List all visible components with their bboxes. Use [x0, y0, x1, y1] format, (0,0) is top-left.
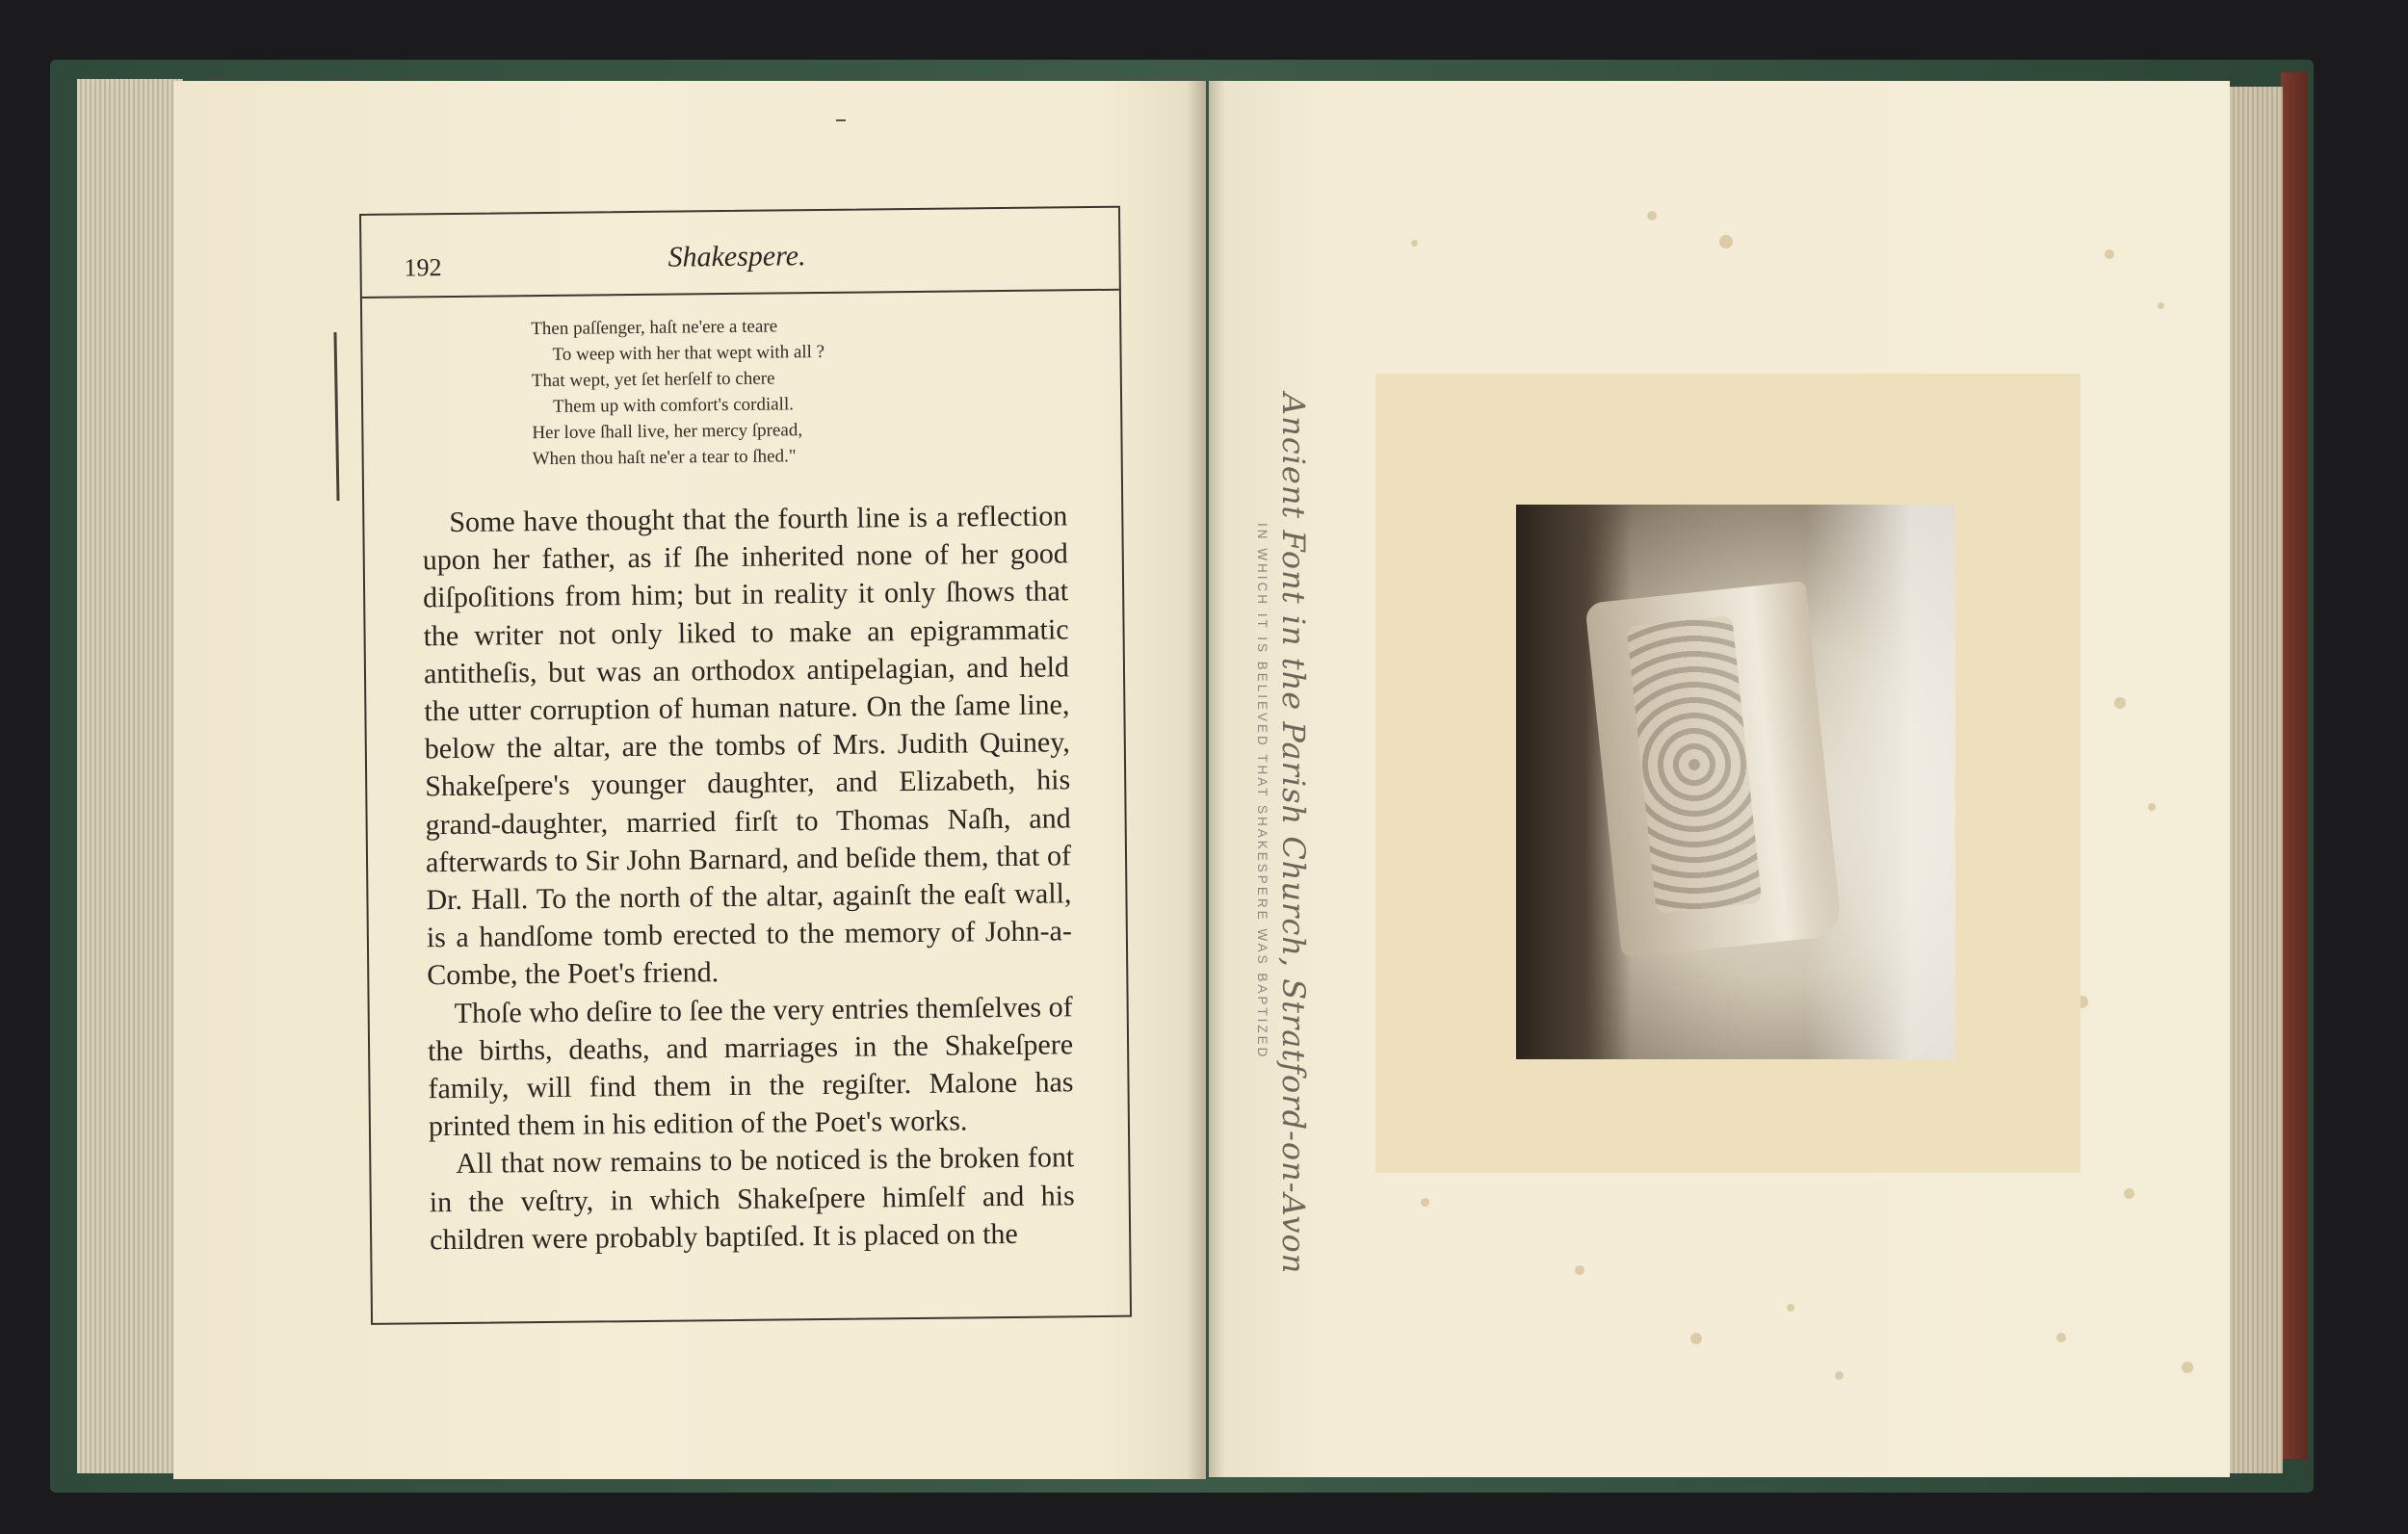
poem-line: Them up with comfort's cordiall. [552, 394, 795, 417]
foxing-spot [1787, 1304, 1794, 1312]
poem-line: To weep with her that wept with all ? [552, 341, 825, 365]
page-number: 192 [404, 253, 442, 282]
paragraph: Some have thought that the fourth line is a reflection upon her father, as if ſhe inherited none of her good diſpoſitions from him; but in reality it only ſhows that the writer not only liked to make an epigrammatic antitheſis, but was an orthodox antipelagian, and held the utter corruption of human nature. On the ſame line, below the altar, are the tombs of Mrs. Judith Quiney, Shakeſpere's younger daughter, and Elizabeth, his grand-daughter, married firſt to Thomas Naſh, and afterwards to Sir John Barnard, and beſide them, that of Dr. Hall. To the north of the altar, againſt the eaſt wall, is a handſome tomb erected to the memory of John-a-Combe, the Poet's friend. [422, 500, 1073, 992]
paragraph: Thoſe who deſire to ſee the very entries themſelves of the births, deaths, and marriages in the Shakeſpere family, will find them in the regiſter. Malone has printed them in his edition of the Poet's works. [427, 990, 1074, 1143]
foxing-spot [1411, 240, 1418, 247]
foxing-spot [1575, 1265, 1584, 1275]
foxing-spot [1647, 211, 1657, 221]
foxing-spot [2158, 302, 2164, 309]
foxing-spot [1421, 1198, 1429, 1207]
cover-spine-edge [2281, 72, 2308, 1459]
foxing-spot [2056, 1333, 2066, 1342]
photo-caption-subtitle: IN WHICH IT IS BELIEVED THAT SHAKESPERE WAS BAPTIZED [1255, 523, 1269, 1060]
foxing-spot [2182, 1362, 2193, 1373]
foxing-spot [2148, 803, 2156, 811]
foxing-spot [1719, 235, 1733, 248]
print-dash-mark [836, 119, 846, 121]
poem-line: That wept, yet ſet herſelf to chere [531, 368, 775, 392]
photo-caption-title: Ancient Font in the Parish Church, Stratford-on-Avon [1275, 393, 1312, 1275]
foxing-spot [2105, 249, 2114, 259]
poem-line: Her love ſhall live, her mercy ſpread, [532, 420, 803, 444]
font-photograph [1516, 505, 1955, 1059]
foxing-spot [1690, 1333, 1702, 1344]
poem-line: Then paſſenger, haſt ne'ere a teare [531, 316, 778, 340]
foxing-spot [1835, 1371, 1844, 1380]
page-edges-left [77, 79, 183, 1473]
poem-line: When thou haſt ne'er a tear to ſhed." [532, 446, 797, 470]
foxing-spot [2114, 697, 2126, 709]
photo-highlight [1805, 505, 1955, 1059]
running-head: Shakespere. [667, 240, 806, 273]
text-block-frame [359, 206, 1132, 1325]
foxing-spot [2124, 1188, 2134, 1199]
body-text [422, 497, 1075, 1259]
paragraph: All that now remains to be noticed is the broken font in the veſtry, in which Shakeſpere himſelf and his children were probably baptiſed. It is placed on the [429, 1141, 1075, 1257]
epitaph-poem [531, 313, 825, 472]
page-header [361, 208, 1119, 299]
book-gutter [1187, 81, 1225, 1479]
